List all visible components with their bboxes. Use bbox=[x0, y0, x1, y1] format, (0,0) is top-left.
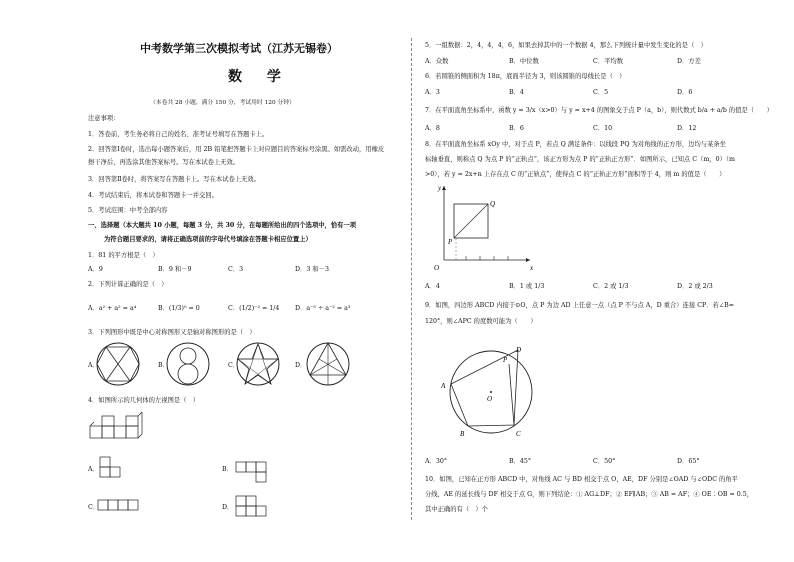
q1-option-b: B．9 和－9 bbox=[158, 266, 192, 273]
question-2-stem: 2．下列计算正确的是（ ） bbox=[88, 281, 168, 288]
question-9-line: 9．如图，四边形 ABCD 内接于⊙O，点 P 为边 AD 上任意一点（点 P 不与点 A，D 重合）连接 CP．若∠B= bbox=[425, 302, 735, 309]
q5-option-c: C．平均数 bbox=[593, 58, 624, 65]
q8-coordinate-figure bbox=[430, 182, 540, 274]
q8-label-y: y bbox=[438, 184, 442, 192]
q6-option-b: B．4 bbox=[509, 89, 524, 96]
notice-heading: 注意事项： bbox=[88, 115, 120, 122]
q4-option-b: B． bbox=[222, 466, 233, 473]
question-3-stem: 3．下列图形中既是中心对称图形又是轴对称图形的是（ ） bbox=[88, 329, 256, 336]
q8-option-b: B．1 或 1/3 bbox=[509, 283, 545, 290]
q9-option-d: D．65° bbox=[677, 458, 700, 465]
exam-meta: （本卷共 28 小题，满分 150 分，考试用时 120 分钟） bbox=[150, 100, 295, 106]
q3-figure-a bbox=[96, 342, 156, 392]
q9-option-a: A．30° bbox=[425, 458, 448, 465]
question-8-line: 标轴垂直，则称点 Q 为点 P 的“正轨点”，该正方形为点 P 的“正轨正方形”．如图所示，已知点 C（m，0）（m bbox=[425, 156, 736, 163]
question-10-line: 其中正确的有（ ）个 bbox=[425, 506, 488, 513]
question-8-line: >0），若 y = 2x+n 上存在点 C 的“正轨点”，使得点 C 的“正轨正方形”面积等于 4，则 m 的值是（ ） bbox=[425, 171, 726, 178]
q4-option-d: D． bbox=[222, 504, 234, 511]
q4-solid-figure bbox=[88, 414, 148, 444]
notice-line: 2．回答第Ⅰ卷时，选出每小题答案后，用 2B 铅笔把答题卡上对应题目的答案标号涂黑。如需改动，用橡皮 bbox=[88, 146, 385, 153]
q9-circle-figure bbox=[436, 340, 546, 444]
question-1-stem: 1．81 的平方根是（ ） bbox=[88, 252, 159, 259]
q3-option-b: B． bbox=[158, 362, 169, 369]
q3-option-a: A． bbox=[88, 362, 99, 369]
question-10-line: 10．如图，已知在正方形 ABCD 中，对角线 AC 与 BD 相交于点 O，AE，DF 分别是∠OAD 与∠ODC 的角平 bbox=[425, 476, 738, 483]
subject-heading: 数 学 bbox=[228, 69, 291, 85]
q5-option-b: B．中位数 bbox=[509, 58, 539, 65]
q3-figure-c bbox=[236, 342, 296, 392]
q8-label-p: P bbox=[448, 238, 453, 246]
q7-option-c: C．10 bbox=[593, 125, 613, 132]
q9-label-c: C bbox=[516, 430, 521, 438]
q1-option-c: C．3 bbox=[228, 266, 244, 273]
q2-option-b: B．(1/3)⁰ = 0 bbox=[158, 305, 200, 312]
q4-option-a-figure bbox=[98, 455, 128, 485]
q2-option-a: A．a² + a² = a⁴ bbox=[88, 305, 137, 312]
q8-option-a: A．4 bbox=[425, 283, 440, 290]
section-heading-cont: 为符合题目要求的，请将正确选项前的字母代号填涂在答题卡相应位置上） bbox=[104, 236, 312, 243]
q9-label-p: P bbox=[503, 356, 508, 364]
q4-option-b-figure bbox=[234, 460, 274, 490]
question-7-stem: 7．在平面直角坐标系中，函数 y = 3/x（x>0）与 y = x+4 的图象交于点 P（a，b），则代数式 b/a + a/b 的值是（ ） bbox=[425, 107, 773, 114]
q8-option-d: D．2 或 2/3 bbox=[677, 283, 713, 290]
q8-label-q: Q bbox=[490, 200, 496, 208]
question-8-line: 8．在平面直角坐标系 xOy 中，对于点 P，若点 Q 满足条件：以线段 PQ 为对角线的正方形，边均与某条坐 bbox=[425, 141, 726, 148]
notice-line: 4．考试结束后，将本试卷和答题卡一并交回。 bbox=[88, 192, 218, 199]
q5-option-d: D．方差 bbox=[677, 58, 701, 65]
question-5-stem: 5．一组数据：2，4，4，4，6，如果去掉其中的一个数据 4，那么下列统计量中发生变化的是（ ） bbox=[425, 42, 707, 49]
q6-option-a: A．3 bbox=[425, 89, 440, 96]
column-divider bbox=[411, 38, 412, 520]
q7-option-b: B．6 bbox=[509, 125, 524, 132]
q1-option-a: A．9 bbox=[88, 266, 103, 273]
q4-option-c-figure bbox=[96, 498, 156, 518]
q8-option-c: C．2 或 1/3 bbox=[593, 283, 629, 290]
question-9-line: 120°，则∠APC 的度数可能为（ ） bbox=[425, 318, 537, 325]
question-6-stem: 6．若圆锥的侧面积为 18π，底面半径为 3，则该圆锥的母线长是（ ） bbox=[425, 73, 626, 80]
q3-option-d: D． bbox=[295, 362, 307, 369]
question-4-stem: 4．如图所示的几何体的左视图是（ ） bbox=[88, 397, 200, 404]
q1-option-d: D．3 和－3 bbox=[295, 266, 329, 273]
q7-option-d: D．12 bbox=[677, 125, 697, 132]
q3-figure-d bbox=[306, 342, 366, 392]
notice-line: 1．答卷前，考生务必将自己的姓名、准考证号填写在答题卡上。 bbox=[88, 131, 269, 138]
notice-line: 擦干净后，再选涂其他答案标号。写在本试卷上无效。 bbox=[88, 159, 240, 166]
q6-option-c: C．5 bbox=[593, 89, 609, 96]
q9-label-b: B bbox=[460, 430, 465, 438]
q4-option-d-figure bbox=[234, 494, 274, 524]
q8-label-o: O bbox=[434, 264, 440, 272]
q9-label-d: D bbox=[516, 346, 522, 354]
q7-option-a: A．8 bbox=[425, 125, 440, 132]
q4-option-c: C． bbox=[88, 504, 100, 511]
q4-option-a: A． bbox=[88, 466, 99, 473]
q9-option-c: C．50° bbox=[593, 458, 616, 465]
q6-option-d: D．6 bbox=[677, 89, 693, 96]
q8-label-x: x bbox=[530, 264, 534, 272]
notice-line: 3．回答第Ⅱ卷时，将答案写在答题卡上。写在本试卷上无效。 bbox=[88, 176, 261, 183]
q3-figure-b bbox=[166, 342, 226, 392]
q9-label-a: A bbox=[441, 382, 446, 390]
q3-option-c: C． bbox=[228, 362, 240, 369]
section-heading: 一、选择题（本大题共 10 小题，每题 3 分，共 30 分，在每题所给出的四个选项中，恰有一项 bbox=[88, 222, 357, 229]
q2-option-d: D．a⁻⁵ ÷ a⁻² = a³ bbox=[295, 305, 351, 312]
q9-label-o: O bbox=[487, 395, 493, 403]
q2-option-c: C．(1/2)⁻² = 1/4 bbox=[228, 305, 280, 312]
question-10-line: 分线，AE 的延长线与 DF 相交于点 G，则下列结论：① AG⊥DF；② EF∥AB；③ AB = AF；④ OE∶OB = 0.5， bbox=[425, 491, 754, 498]
page-title: 中考数学第三次模拟考试（江苏无锡卷） bbox=[140, 42, 338, 55]
notice-line: 5．考试范围：中考全部内容 bbox=[88, 207, 168, 214]
q9-option-b: B．45° bbox=[509, 458, 532, 465]
q5-option-a: A．众数 bbox=[425, 58, 449, 65]
